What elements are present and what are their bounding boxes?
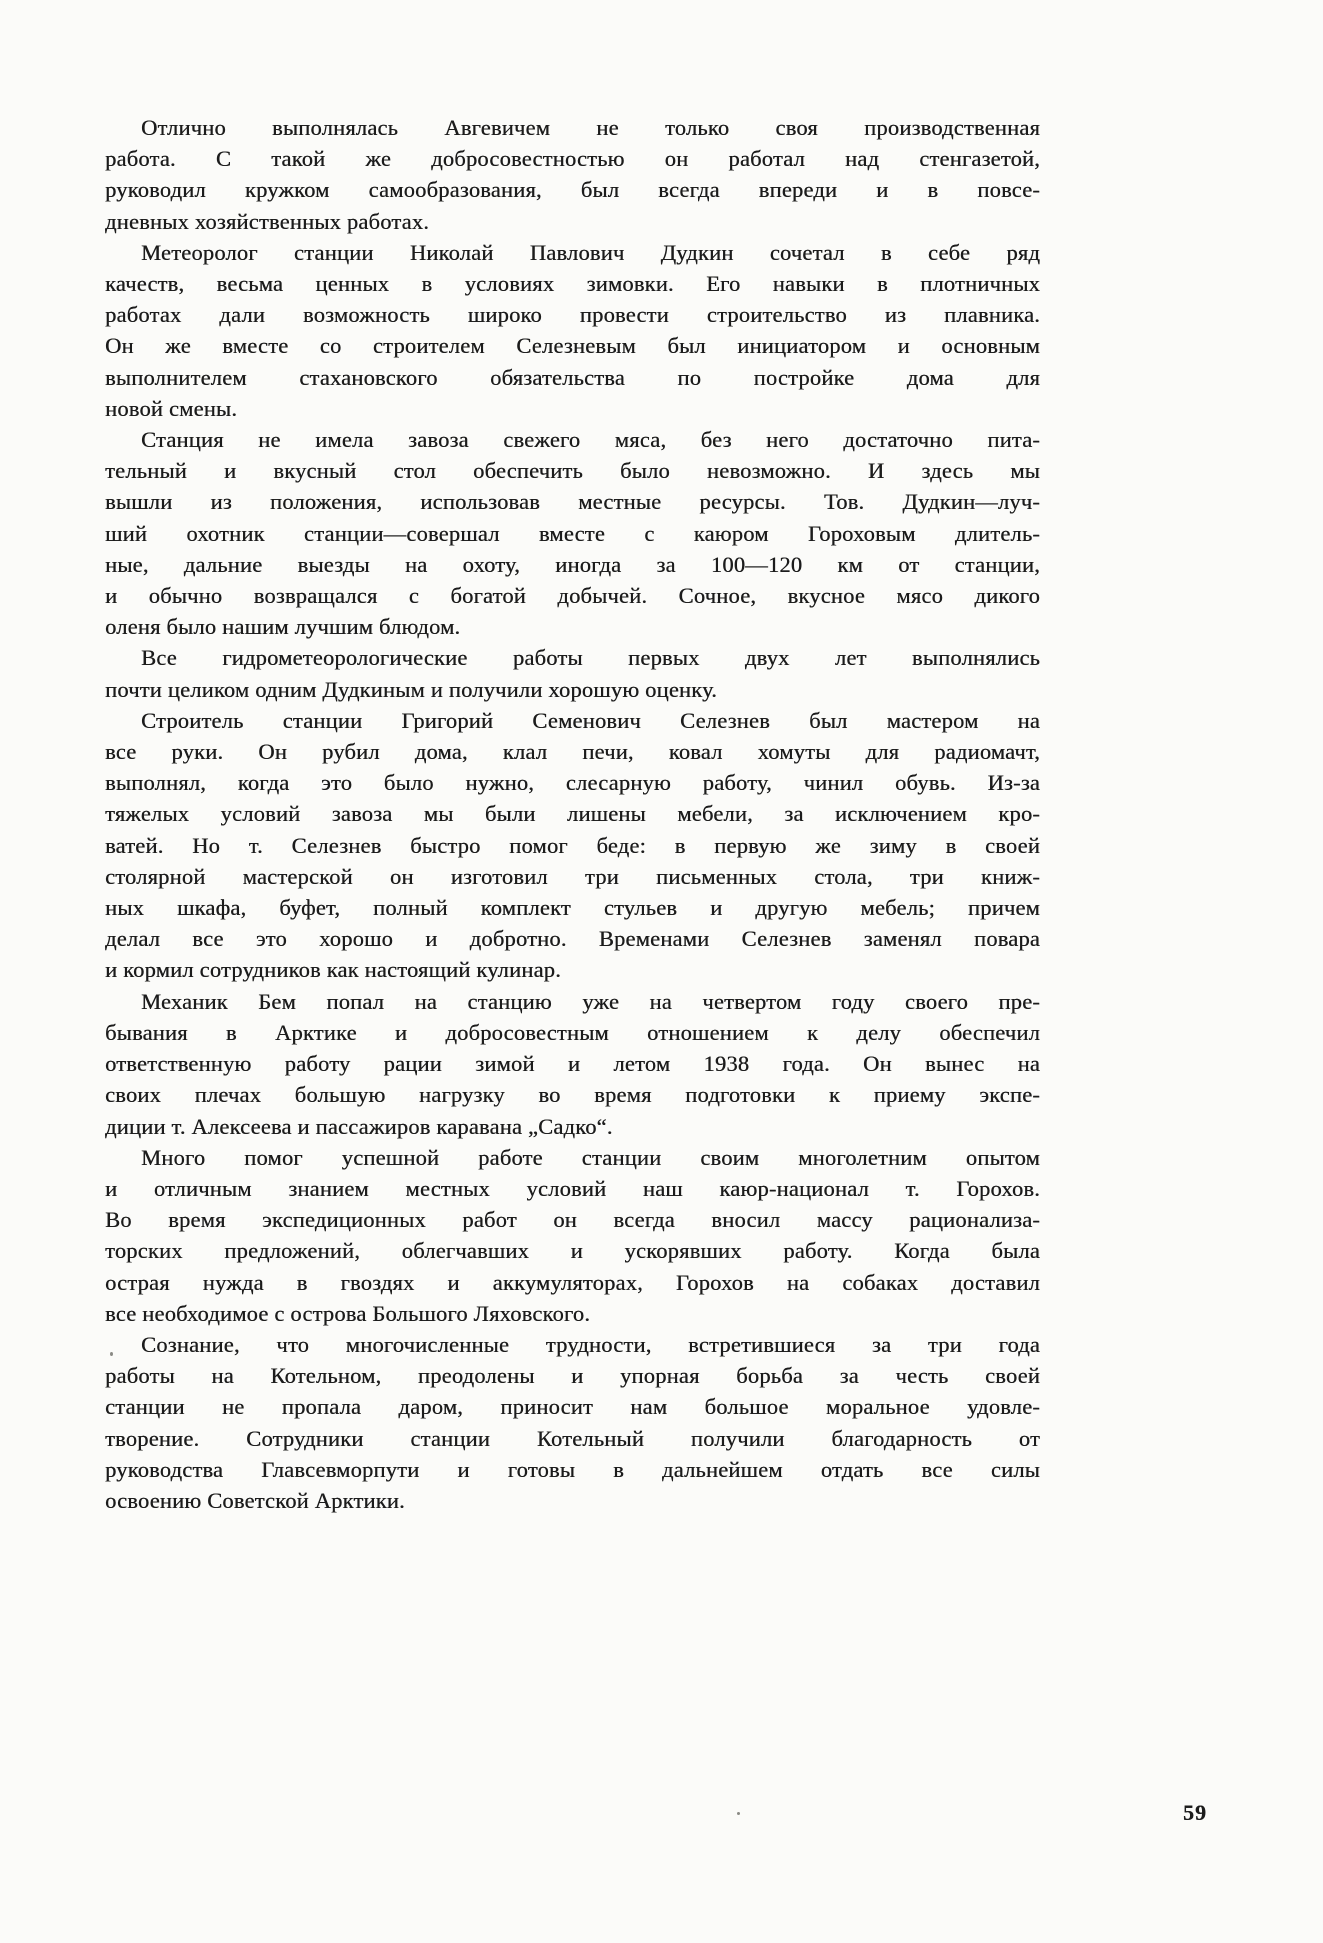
text-line: станции не пропала даром, приносит нам большое моральное удовле- [105, 1394, 1040, 1420]
text-line: оленя было нашим лучшим блюдом. [105, 614, 461, 640]
text-line: Метеоролог станции Николай Павлович Дудкин сочетал в себе ряд [141, 239, 1040, 265]
text-line: все необходимое с острова Большого Ляховского. [105, 1300, 591, 1326]
text-line: выполнителем стахановского обязательства по постройке дома для [105, 364, 1040, 390]
text-line: Сознание, что многочисленные трудности, встретившиеся за три года [141, 1331, 1040, 1357]
text-line: выполнял, когда это было нужно, слесарную работу, чинил обувь. Из-за [105, 770, 1040, 796]
text-line: работах дали возможность широко провести строительство из плавника. [105, 302, 1040, 328]
text-line: ных шкафа, буфет, полный комплект стульев и другую мебель; причем [105, 895, 1040, 921]
text-line: своих плечах большую нагрузку во время подготовки к приему экспе- [105, 1082, 1040, 1108]
text-line: творение. Сотрудники станции Котельный получили благодарность от [105, 1425, 1040, 1451]
paragraph [105, 1329, 1040, 1516]
scan-artifact-dot [110, 1352, 113, 1356]
text-line: тяжелых условий завоза мы были лишены мебели, за исключением кро- [105, 801, 1040, 827]
paragraph [105, 705, 1040, 986]
text-line: Много помог успешной работе станции своим многолетним опытом [141, 1144, 1040, 1170]
text-line: и отличным знанием местных условий наш каюр-национал т. Горохов. [105, 1175, 1040, 1201]
text-line: острая нужда в гвоздях и аккумуляторах, Горохов на собаках доставил [105, 1269, 1040, 1295]
text-line: Строитель станции Григорий Семенович Селезнев был мастером на [141, 707, 1040, 733]
page-number: 59 [1183, 1800, 1207, 1825]
text-line: ватей. Но т. Селезнев быстро помог беде: в первую же зиму в своей [105, 832, 1040, 858]
text-line: делал все это хорошо и добротно. Временами Селезнев заменял повара [105, 926, 1040, 952]
text-line: ответственную работу рации зимой и летом 1938 года. Он вынес на [105, 1051, 1040, 1077]
text-line: руководства Главсевморпути и готовы в дальнейшем отдать все силы [105, 1456, 1040, 1482]
paragraph [105, 642, 1040, 704]
text-line: тельный и вкусный стол обеспечить было невозможно. И здесь мы [105, 458, 1040, 484]
text-line: качеств, весьма ценных в условиях зимовки. Его навыки в плотничных [105, 271, 1040, 297]
text-line: диции т. Алексеева и пассажиров каравана „Садко“. [105, 1113, 613, 1139]
text-line: торских предложений, облегчавших и ускорявших работу. Когда была [105, 1238, 1040, 1264]
text-line: Все гидрометеорологические работы первых двух лет выполнялись [141, 645, 1040, 671]
text-line: дневных хозяйственных работах. [105, 208, 430, 234]
text-line: Во время экспедиционных работ он всегда вносил массу рационализа- [105, 1207, 1040, 1233]
paragraph [105, 237, 1040, 424]
text-line: новой смены. [105, 395, 238, 421]
text-line: ший охотник станции—совершал вместе с каюром Гороховым длитель- [105, 520, 1040, 546]
text-line: работы на Котельном, преодолены и упорная борьба за честь своей [105, 1363, 1040, 1389]
paragraph [105, 986, 1040, 1142]
text-line: работа. С такой же добросовестностью он работал над стенгазетой, [105, 146, 1040, 172]
text-line: почти целиком одним Дудкиным и получили хорошую оценку. [105, 676, 718, 702]
text-line: вышли из положения, использовав местные ресурсы. Тов. Дудкин—луч- [105, 489, 1040, 515]
paragraph [105, 424, 1040, 642]
text-line: освоению Советской Арктики. [105, 1487, 405, 1513]
scan-artifact-dot [737, 1812, 740, 1815]
text-line: руководил кружком самообразования, был всегда впереди и в повсе- [105, 177, 1040, 203]
text-line: все руки. Он рубил дома, клал печи, ковал хомуты для радиомачт, [105, 739, 1040, 765]
text-line: ные, дальние выезды на охоту, иногда за 100—120 км от станции, [105, 551, 1040, 577]
text-line: столярной мастерской он изготовил три письменных стола, три книж- [105, 863, 1040, 889]
paragraph [105, 112, 1040, 237]
text-line: бывания в Арктике и добросовестным отношением к делу обеспечил [105, 1019, 1040, 1045]
paragraph [105, 1142, 1040, 1329]
text-line: и кормил сотрудников как настоящий кулинар. [105, 957, 561, 983]
text-line: Он же вместе со строителем Селезневым был инициатором и основным [105, 333, 1040, 359]
text-line: Механик Бем попал на станцию уже на четвертом году своего пре- [141, 988, 1040, 1014]
text-line: Отлично выполнялась Авгевичем не только своя производственная [141, 115, 1040, 140]
text-block [105, 112, 1040, 1516]
text-line: Станция не имела завоза свежего мяса, без него достаточно пита- [141, 427, 1040, 453]
text-line: и обычно возвращался с богатой добычей. Сочное, вкусное мясо дикого [105, 583, 1040, 609]
